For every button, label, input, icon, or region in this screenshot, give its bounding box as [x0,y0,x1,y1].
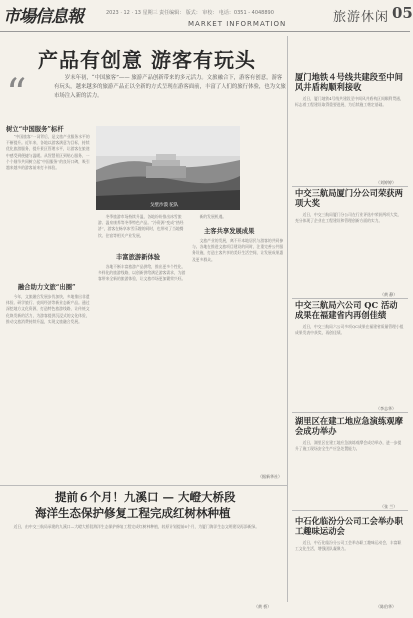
bottom-rule [0,485,287,486]
main-headline: 产品有创意 游客有玩头 [38,48,256,72]
bottom-headline-2: 海洋生态保护修复工程完成红树林种植 [35,506,231,520]
col1-subhead-1: 树立“中国服务”标杆 [6,126,64,133]
brief-4-byline: （张 兰） [380,504,398,509]
col1-text-1: “中国旅客”一词背后，是文旅产业服务水平的不断提升。近年来，各地以游客满意为目标，持续优化旅游服务，提升景区管理水平，让游客在旅途中感受到便捷与温暖。从智慧景区到贴心服务，一个个细节共同树立起“中国服务”的良好口碑，吸引越来越多的游客前来打卡体验。 [6,134,90,171]
brief-4-title: 湖里区在建工地应急演练观摩会成功举办 [295,416,403,436]
quote-mark-icon: “ [6,71,27,117]
newspaper-logo: 市場信息報 [3,7,83,27]
page-number: 05 [392,4,413,22]
market-information: MARKET INFORMATION [188,20,287,28]
issue-meta: 2023 · 12 · 13 星期三 责任编辑： 版式： 审校： 电话：0351 - 4048890 [106,10,274,16]
col2-subhead: 丰富旅游新体验 [116,254,161,261]
col3-subhead: 主客共享发展成果 [204,228,255,235]
brief-1-title: 厦门地铁４号线共建段至中间风井盾构顺利接收 [295,72,403,92]
brief-2-text: 近日，中交三航局厦门分公司在行业评选中荣获两项大奖，充分体现了企业在工程建设和管理创新方面的实力。 [295,212,402,224]
article-photo [96,126,240,210]
brief-5-title: 中石化临汾分公司工会举办职工趣味运动会 [295,516,403,536]
col3-text-2: 文旅产业的发展，离不开本地居民与游客的共同参与。各地在推进文旅项目建设的同时，注重完善公共服务设施，打造主客共享的美好生活空间，让发展成果惠及更多群众。 [192,238,284,262]
bottom-text: 近日，由中交三航局承建的九溪口—大嶝大桥段海洋生态保护修复工程完成红树林种植，较原计划提前6个月，为厦门海洋生态文明建设再添新绿。 [13,524,260,529]
brief-3-text: 近日，中交三航局六公司多项QC成果在福建省质量管理小组成果发表中获奖，再创佳绩。 [295,324,404,336]
header-rule [0,31,410,32]
brief-5-text: 近日，中石化临汾分公司工会举办职工趣味运动会，丰富职工文化生活，增强团队凝聚力。 [295,540,402,552]
col2-text-2: 各地不断丰富旅游产品供给，推出更多个性化、多样化的旅游线路，以创新供给满足游客需求，为游客带来全新的旅游体验，让文旅市场更加繁荣兴旺。 [98,264,186,282]
brief-divider [292,298,408,299]
brief-5-byline: （陈伯华） [376,604,396,609]
brief-3-title: 中交三航局六公司 QC 活动成果在福建省内再创佳绩 [295,300,398,320]
col1-subhead-2: 融合助力文旅“出圈” [18,284,76,291]
brief-divider [292,510,408,511]
brief-2-byline: （黄 静） [380,292,398,297]
col3-text-1: 新的发展机遇。 [199,214,227,219]
brief-1-text: 近日，厦门地铁4号线共建段至中间风井盾构区间顺利贯通，标志着工程建设取得重要进展，为后续施工奠定基础。 [295,96,404,108]
masthead [0,0,413,32]
brief-3-byline: （李志华） [376,406,396,411]
col2-text-1: 冬季旅游市场持续升温，各地纷纷推出冰雪旅游、温泉康养等冬季特色产品。“冷资源”变成“热经济”，游客在畅享冰雪乐趣的同时，也带动了当地餐饮、住宿等相关产业发展。 [98,214,184,238]
brief-1-byline: （刘婷婷） [376,180,396,185]
lead-paragraph: 岁末年初，“中国旅客”—— 旅游产品创新带来的多元活力。文旅融合下，游客有创意，游客有玩头，越来越多的旅游产品正以全新的方式呈现在游客面前，丰富了人们的旅行体验，也为文旅市场注入新的活力。 [54,75,286,99]
column-divider [287,36,288,602]
brief-4-text: 近日，湖里区在建工地应急演练观摩会成功举办，进一步提升了施工现场安全生产应急处置能力。 [295,440,402,452]
photo-caption: 戈壁沙漠 驼队 [150,203,179,208]
section-title: 旅游休闲 [333,10,390,25]
brief-divider [292,186,408,187]
brief-2-title: 中交三航局厦门分公司荣获两项大奖 [295,188,403,208]
col3-byline: （据新华社） [258,474,282,479]
bottom-byline: （黄 桥） [254,604,272,609]
col1-text-2: 今年，文旅融合发展步伐加快，多地推出非遗体验、研学旅行、夜间经济等新业态新产品。通过深挖地方文化资源，打造特色旅游线路，让传统文化焕发新的活力，为游客提供沉浸式的文化体验，推动文旅消费持续升温，实现文旅融合发展。 [6,294,90,324]
bottom-headline-1: 提前６个月！九溪口 — 大嶝大桥段 [55,490,236,504]
brief-divider [292,412,408,413]
